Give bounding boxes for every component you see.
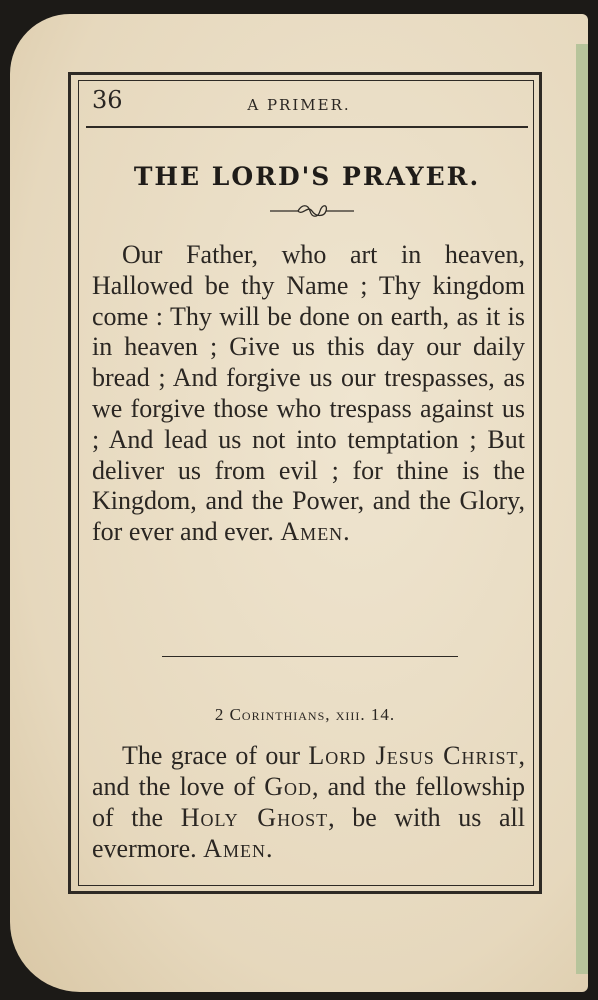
binding-edge	[576, 44, 588, 974]
lord-jesus: Lord Jesus	[308, 741, 435, 770]
page-number: 36	[92, 86, 123, 114]
prayer-amen: Amen.	[280, 517, 351, 547]
holy-ghost: Holy Ghost	[180, 803, 329, 832]
benediction-amen: Amen.	[203, 834, 274, 863]
benediction-text: The grace of our Lord Jesus Christ, and the love of God, and the fellowship of the Holy Ghost, be with us all evermore. Amen.	[92, 741, 526, 863]
ornament-flourish-icon	[268, 200, 356, 222]
prayer-text	[92, 240, 525, 548]
prayer-body: Our Father, who art in heaven, Hallowed be thy Name ; Thy kingdom come : Thy will be done on earth, as it is in heaven ; Give us this day our daily bread ; And forgive us our trespasses, as we forgive those who trespass against us ; And lead us not into temptation ; But deliver us from evil ; for thine is the Kingdom, and the Power, and the Glory, for ever and ever.	[92, 240, 525, 547]
scripture-reference: 2 Corinthians, xiii. 14.	[214, 705, 396, 724]
god: God	[264, 772, 313, 801]
section-divider	[162, 656, 458, 657]
running-head: A PRIMER.	[247, 96, 351, 114]
prayer-title: THE LORD'S PRAYER.	[133, 162, 481, 191]
christ: Christ	[443, 741, 519, 770]
header-rule	[86, 126, 528, 128]
